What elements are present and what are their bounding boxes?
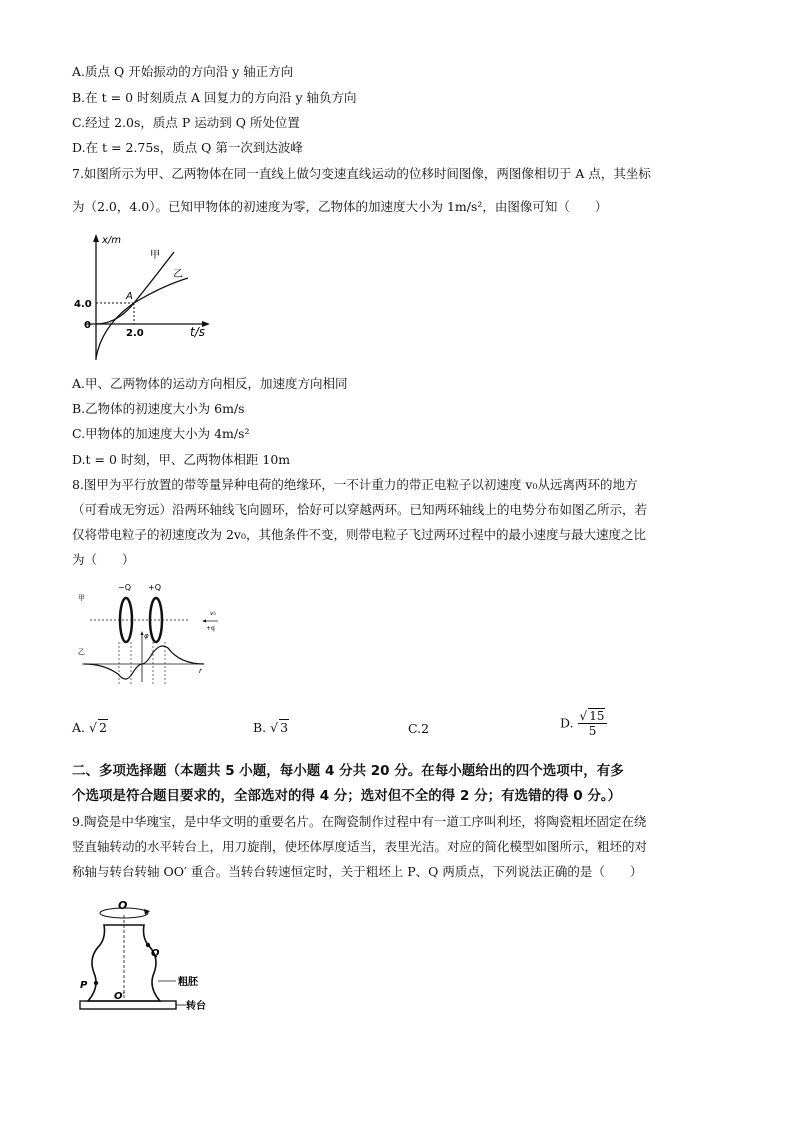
label-table: 转台 bbox=[186, 1001, 206, 1012]
section2-title-line1: 二、多项选择题（本题共 5 小题，每小题 4 分共 20 分。在每小题给出的四个选项中，有多 bbox=[72, 763, 624, 779]
label-o: O bbox=[118, 899, 128, 912]
q8-option-a bbox=[72, 719, 108, 735]
q9-stem-line3: 称轴与转台转轴 OO′ 重合。当转台转速恒定时，关于粗坯上 P、Q 两质点，下列说法正确的是（ ） bbox=[72, 864, 643, 879]
option-b-radicand: 3 bbox=[280, 720, 289, 735]
q7-xt-graph bbox=[72, 230, 222, 370]
curve-yi-label: 乙 bbox=[173, 269, 183, 280]
q8-stem-line3: 仅将带电粒子的初速度改为 2v₀，其他条件不变，则带电粒子飞过两环过程中的最小速度与最大速度之比 bbox=[72, 527, 647, 542]
q7-option-c: C.甲物体的加速度大小为 4m/s² bbox=[72, 426, 250, 441]
v0-label: v₀ bbox=[210, 610, 216, 617]
option-d-denominator: 5 bbox=[588, 724, 597, 738]
q6-option-d: D.在 t = 2.75s，质点 Q 第一次到达波峰 bbox=[72, 140, 303, 155]
x-axis-label: t/s bbox=[190, 325, 205, 339]
sqrt-icon: √ bbox=[89, 720, 97, 735]
q8-stem-line4: 为（ ） bbox=[72, 552, 135, 567]
q7-option-b: B.乙物体的初速度大小为 6m/s bbox=[72, 401, 245, 416]
q7-option-a: A.甲、乙两物体的运动方向相反，加速度方向相同 bbox=[72, 376, 348, 391]
curve-jia-label: 甲 bbox=[150, 250, 160, 261]
sqrt-icon: √ bbox=[270, 720, 279, 735]
label-p: P bbox=[80, 980, 88, 991]
option-a-radicand: 2 bbox=[98, 720, 107, 735]
label-jia: 甲 bbox=[78, 594, 85, 602]
ring-right-label: +Q bbox=[148, 583, 161, 592]
phi-label: φ bbox=[144, 632, 149, 640]
potential-curve bbox=[84, 646, 204, 679]
q8-option-b bbox=[253, 719, 289, 735]
q8-option-c: C.2 bbox=[408, 721, 430, 736]
q7-stem-line1: 7.如图所示为甲、乙两物体在同一直线上做匀变速直线运动的位移时间图像，两图像相切于 A 点，其坐标 bbox=[72, 166, 651, 181]
q6-option-b: B.在 t = 0 时刻质点 A 回复力的方向沿 y 轴负方向 bbox=[72, 90, 357, 105]
q7-stem-line2: 为（2.0，4.0）。已知甲物体的初速度为零，乙物体的加速度大小为 1m/s²，由图像可知（ ） bbox=[72, 199, 608, 214]
origin-label: 0 bbox=[84, 320, 91, 331]
charge-label: +q bbox=[206, 625, 215, 632]
label-q: Q bbox=[151, 948, 160, 959]
q9-stem-line2: 竖直轴转动的水平转台上，用刀旋削，使坯体厚度适当，表里光洁。对应的简化模型如图所示，粗坯的对 bbox=[72, 839, 648, 854]
option-d-fraction bbox=[578, 708, 608, 738]
section2-title-line2: 个选项是符合题目要求的，全部选对的得 4 分；选对但不全的得 2 分；有选错的得 0 分。） bbox=[72, 788, 622, 804]
y-tick-label: 4.0 bbox=[74, 299, 92, 310]
q8-stem-line1: 8.图甲为平行放置的带等量异种电荷的绝缘环，一不计重力的带正电粒子以初速度 v₀从远离两环的地方 bbox=[72, 477, 638, 492]
option-d-prefix: D. bbox=[560, 715, 574, 731]
sqrt-icon: √ bbox=[579, 709, 588, 723]
curve-yi bbox=[96, 278, 188, 358]
q8-stem-line2: （可看成无穷远）沿两环轴线飞向圆环，恰好可以穿越两环。已知两环轴线上的电势分布如图乙所示，若 bbox=[72, 502, 648, 517]
r-label: r bbox=[199, 667, 202, 675]
ring-left-label: −Q bbox=[118, 583, 131, 592]
turntable bbox=[80, 1001, 176, 1009]
label-body: 粗胚 bbox=[178, 977, 198, 988]
x-tick-label: 2.0 bbox=[126, 328, 144, 339]
q9-stem-line1: 9.陶瓷是中华瑰宝，是中华文明的重要名片。在陶瓷制作过程中有一道工序叫利坯，将陶瓷粗坯固定在绕 bbox=[72, 814, 647, 829]
q8-rings-figure bbox=[76, 578, 226, 690]
q6-option-c: C.经过 2.0s，质点 P 运动到 Q 所处位置 bbox=[72, 115, 300, 130]
option-b-prefix: B. bbox=[253, 720, 267, 735]
label-yi: 乙 bbox=[78, 648, 85, 656]
q8-option-d bbox=[560, 708, 607, 738]
option-d-numerator: 15 bbox=[589, 709, 605, 723]
label-o-prime: O′ bbox=[114, 991, 126, 1002]
y-axis-label: x/m bbox=[102, 235, 122, 246]
option-a-prefix: A. bbox=[72, 720, 86, 735]
q6-option-a: A.质点 Q 开始振动的方向沿 y 轴正方向 bbox=[72, 64, 294, 79]
q9-pottery-figure bbox=[74, 893, 224, 1023]
point-a-label: A bbox=[126, 291, 133, 302]
q7-option-d: D.t = 0 时刻，甲、乙两物体相距 10m bbox=[72, 452, 291, 467]
